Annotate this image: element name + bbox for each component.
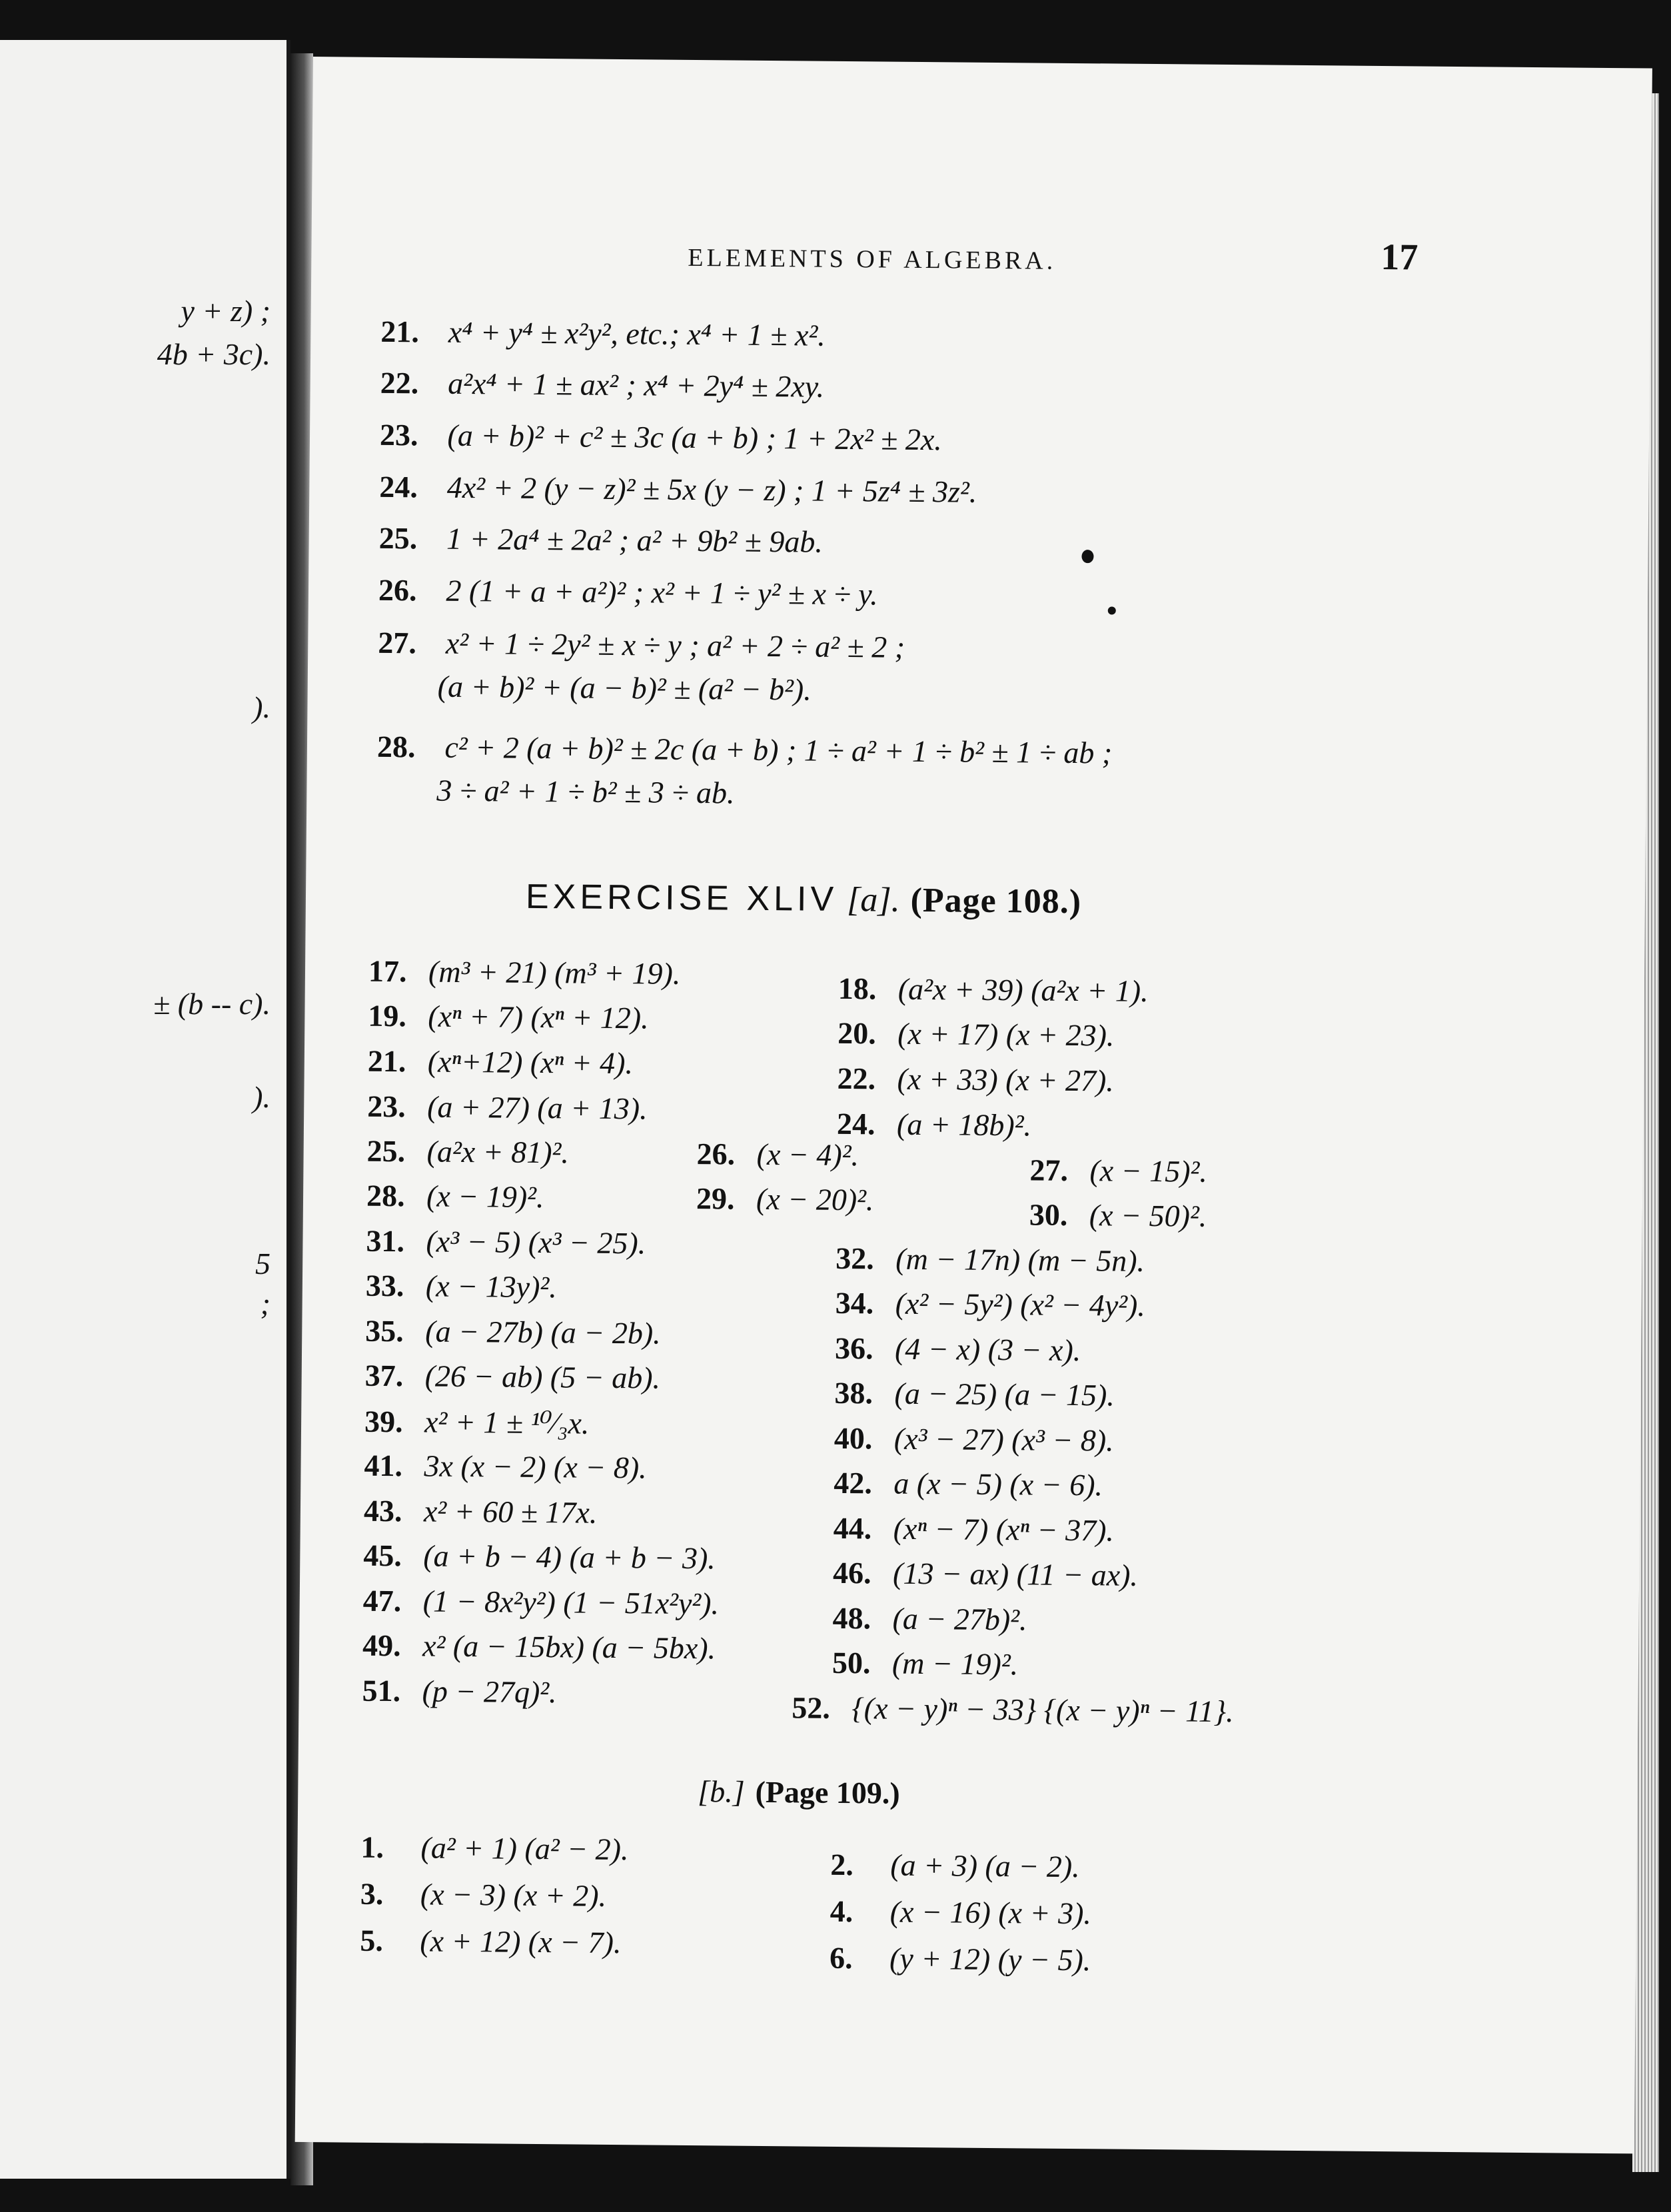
answer-text: a (x − 5) (x − 6). [893, 1466, 1103, 1502]
answer-line [379, 469, 977, 510]
exercise-answer [364, 1448, 647, 1486]
answer-text: (a + 27) (a + 13). [427, 1089, 648, 1126]
answer-number: 28. [366, 1178, 405, 1213]
answer-line [380, 365, 825, 404]
exercise-answer [362, 1628, 716, 1666]
part-b-answer [360, 1876, 607, 1914]
exercise-answer [835, 1331, 1081, 1368]
answer-number: 1. [360, 1830, 384, 1865]
answer-number: 45. [363, 1538, 402, 1573]
answer-number: 47. [362, 1583, 402, 1618]
answer-text: (13 − ax) (11 − ax). [892, 1556, 1139, 1592]
answer-text: (a + b − 4) (a + b − 3). [423, 1538, 716, 1576]
answer-line [378, 625, 905, 665]
answer-text: (m − 19)². [891, 1646, 1019, 1682]
answer-text: (a²x + 39) (a²x + 1). [897, 971, 1149, 1008]
answer-number: 22. [380, 365, 419, 400]
answer-number: 27. [1029, 1153, 1069, 1187]
answer-text: (x − 20)². [756, 1181, 874, 1217]
part-b-answer [360, 1830, 628, 1868]
answer-text: (a + b)² + c² ± 3c (a + b) ; 1 + 2x² ± 2x. [447, 418, 943, 457]
exercise-answer [1029, 1152, 1207, 1189]
answer-text: 3x (x − 2) (x − 8). [424, 1448, 647, 1485]
exercise-answer [832, 1645, 1019, 1682]
answer-text: (4 − x) (3 − x). [894, 1331, 1081, 1368]
answer-number: 34. [835, 1285, 874, 1321]
answer-line [380, 417, 942, 457]
answer-number: 24. [836, 1106, 875, 1141]
answer-number: 48. [832, 1600, 871, 1636]
left-fragment: 4b + 3c). [157, 337, 271, 371]
answer-text: x² + 60 ± 17x. [423, 1494, 598, 1530]
answer-text: a²x⁴ + 1 ± ax² ; x⁴ + 2y⁴ ± 2xy. [448, 366, 825, 404]
exercise-answer [837, 1061, 1114, 1099]
answer-text: (a + 3) (a − 2). [890, 1848, 1080, 1884]
answer-text: 1 + 2a⁴ ± 2a² ; a² + 9b² ± 9ab. [446, 521, 824, 559]
exercise-answer [696, 1181, 874, 1217]
exercise-answer [834, 1420, 1114, 1458]
exercise-answer [368, 1043, 634, 1081]
left-fragment: ± (b -- c). [153, 987, 271, 1021]
answer-number: 43. [363, 1493, 402, 1528]
answer-number: 28. [376, 729, 416, 764]
answer-line [378, 520, 823, 560]
left-fragment: ). [253, 1080, 271, 1114]
answer-number: 29. [696, 1181, 735, 1216]
answer-text: (x − 4)². [756, 1137, 859, 1173]
exercise-answer [364, 1493, 598, 1530]
answer-number: 26. [696, 1137, 736, 1171]
answer-text: (a − 27b) (a − 2b). [425, 1314, 661, 1351]
answer-text: x² + 1 ÷ 2y² ± x ÷ y ; a² + 2 ÷ a² ± 2 ; [445, 626, 905, 664]
answer-number: 32. [835, 1241, 875, 1276]
answer-text: x² + 1 ± ¹⁰⁄₃x. [424, 1404, 590, 1440]
part-b-answer [830, 1940, 1091, 1977]
exercise-answer [837, 1015, 1115, 1053]
answer-number: 36. [834, 1331, 873, 1366]
answer-number: 17. [368, 953, 407, 989]
answer-number: 41. [364, 1448, 403, 1483]
exercise-answer [837, 1106, 1031, 1143]
exercise-answer [363, 1583, 720, 1622]
answer-text: (x + 12) (x − 7). [420, 1924, 622, 1960]
answer-text: (1 − 8x²y²) (1 − 51x²y²). [422, 1584, 720, 1621]
exercise-answer [368, 953, 681, 991]
exercise-part-tag: [a]. [846, 881, 900, 919]
answer-number: 24. [379, 469, 418, 504]
exercise-answer [835, 1285, 1145, 1323]
answer-text: (x + 17) (x + 23). [897, 1016, 1115, 1053]
answer-line [377, 729, 1113, 771]
exercise-answer [834, 1510, 1115, 1548]
answer-number: 21. [367, 1043, 406, 1079]
exercise-answer [366, 1133, 569, 1171]
exercise-heading [526, 877, 1082, 921]
answer-text: 4x² + 2 (y − z)² ± 5x (y − z) ; 1 + 5z⁴ ± 3z². [446, 470, 977, 509]
answer-continuation: 3 ÷ a² + 1 ÷ b² ± 3 ÷ ab. [436, 773, 735, 810]
answer-number: 20. [837, 1015, 876, 1051]
answer-number: 23. [379, 417, 418, 452]
answer-number: 51. [362, 1673, 401, 1708]
answer-number: 19. [368, 998, 407, 1033]
answer-number: 25. [366, 1133, 406, 1169]
answer-number: 22. [837, 1061, 876, 1096]
answer-line [378, 572, 878, 612]
part-b-answer [830, 1894, 1092, 1931]
answer-number: 2. [830, 1847, 854, 1882]
answer-text: 2 (1 + a + a²)² ; x² + 1 ÷ y² ± x ÷ y. [446, 573, 878, 612]
answer-text: (p − 27q)². [422, 1674, 557, 1710]
answer-number: 44. [833, 1510, 872, 1546]
answer-number: 30. [1029, 1197, 1068, 1232]
answer-number: 18. [837, 971, 877, 1006]
answer-text: (a²x + 81)². [426, 1134, 570, 1170]
exercise-answer [364, 1358, 660, 1396]
answer-text: (x² − 5y²) (x² − 4y²). [895, 1286, 1146, 1323]
answer-text: (m³ + 21) (m³ + 19). [428, 954, 681, 991]
answer-text: (x − 15)². [1089, 1153, 1208, 1189]
answer-text: (x + 33) (x + 27). [897, 1061, 1115, 1098]
answer-line [380, 314, 826, 353]
answer-number: 25. [378, 520, 418, 556]
answer-number: 50. [832, 1645, 871, 1680]
exercise-answer [366, 1268, 557, 1305]
exercise-answer [835, 1241, 1145, 1279]
answer-text: (x − 19)². [426, 1179, 544, 1215]
part-b-answer [830, 1847, 1080, 1884]
left-fragment: ; [260, 1287, 271, 1321]
answer-number: 31. [366, 1223, 405, 1259]
exercise-answer [792, 1690, 1234, 1729]
exercise-answer [362, 1673, 556, 1710]
exercise-answer [833, 1555, 1138, 1593]
answer-text: x² (a − 15bx) (a − 5bx). [422, 1628, 716, 1666]
exercise-answer [367, 1089, 648, 1127]
exercise-answer [364, 1403, 590, 1441]
answer-number: 39. [364, 1404, 403, 1439]
answer-number: 6. [829, 1940, 853, 1975]
answer-text: {(x − y)ⁿ − 33} {(x − y)ⁿ − 11}. [851, 1691, 1234, 1729]
answer-text: (y + 12) (y − 5). [889, 1941, 1091, 1977]
answer-number: 33. [365, 1268, 404, 1303]
answer-number: 5. [360, 1923, 384, 1958]
part-b-heading [698, 1774, 900, 1811]
answer-text: (x − 16) (x + 3). [889, 1894, 1092, 1931]
exercise-answer [832, 1600, 1027, 1638]
answer-number: 38. [834, 1375, 873, 1410]
answer-number: 27. [378, 625, 417, 660]
answer-continuation: (a + b)² + (a − b)² ± (a² − b²). [437, 669, 812, 707]
part-b-answer [360, 1923, 622, 1960]
answer-number: 46. [832, 1555, 871, 1590]
ink-speck [1108, 606, 1116, 614]
answer-number: 40. [834, 1420, 873, 1456]
answer-number: 3. [360, 1876, 384, 1912]
answer-text: (a − 25) (a − 15). [894, 1376, 1115, 1412]
answer-number: 35. [365, 1313, 404, 1349]
answer-text: (m − 17n) (m − 5n). [895, 1241, 1145, 1278]
answer-text: (26 − ab) (5 − ab). [424, 1359, 661, 1395]
answer-text: (x³ − 5) (x³ − 25). [426, 1224, 646, 1261]
answer-text: (a + 18b)². [896, 1107, 1032, 1143]
left-page [0, 40, 290, 2179]
answer-text: (x³ − 27) (x³ − 8). [893, 1421, 1114, 1458]
exercise-answer [834, 1465, 1103, 1503]
exercise-title: EXERCISE XLIV [525, 877, 838, 919]
answer-text: (x − 50)². [1089, 1198, 1207, 1233]
exercise-answer [1029, 1197, 1207, 1233]
answer-text: (a² + 1) (a² − 2). [420, 1830, 629, 1867]
answer-text: (x − 13y)². [425, 1269, 557, 1305]
exercise-answer [838, 971, 1149, 1009]
answer-text: (xⁿ+12) (xⁿ + 4). [427, 1044, 634, 1081]
left-fragment: y + z) ; [181, 294, 271, 328]
answer-number: 23. [367, 1089, 406, 1124]
answer-text: (xⁿ − 7) (xⁿ − 37). [893, 1511, 1115, 1548]
part-b-tag: [b.] [698, 1774, 745, 1809]
answer-number: 4. [830, 1894, 853, 1929]
running-head: ELEMENTS OF ALGEBRA. [688, 243, 1057, 275]
answer-number: 42. [834, 1465, 873, 1500]
answer-number: 49. [362, 1628, 401, 1663]
answer-number: 52. [792, 1690, 831, 1725]
exercise-answer [834, 1375, 1115, 1413]
answer-text: (x − 3) (x + 2). [420, 1877, 607, 1913]
exercise-answer [368, 998, 649, 1036]
page-number: 17 [1381, 236, 1418, 278]
answer-number: 26. [378, 572, 417, 608]
ink-speck [1081, 550, 1093, 563]
answer-number: 37. [364, 1358, 404, 1393]
exercise-answer [363, 1538, 716, 1576]
answer-text: (a − 27b)². [892, 1601, 1027, 1637]
right-page [295, 57, 1652, 2153]
answer-text: c² + 2 (a + b)² ± 2c (a + b) ; 1 ÷ a² + 1 ÷ b² ± 1 ÷ ab ; [444, 730, 1113, 770]
left-fragment: 5 [255, 1247, 271, 1281]
left-fragment: ). [253, 690, 271, 724]
answer-number: 21. [380, 314, 420, 349]
exercise-page-ref: (Page 108.) [910, 881, 1082, 921]
part-b-page-ref: (Page 109.) [755, 1774, 900, 1810]
exercise-answer [365, 1313, 661, 1351]
answer-text: x⁴ + y⁴ ± x²y², etc.; x⁴ + 1 ± x². [448, 314, 826, 352]
answer-text: (xⁿ + 7) (xⁿ + 12). [428, 999, 649, 1035]
exercise-answer [696, 1136, 859, 1173]
exercise-answer [366, 1178, 544, 1215]
exercise-answer [366, 1223, 646, 1261]
